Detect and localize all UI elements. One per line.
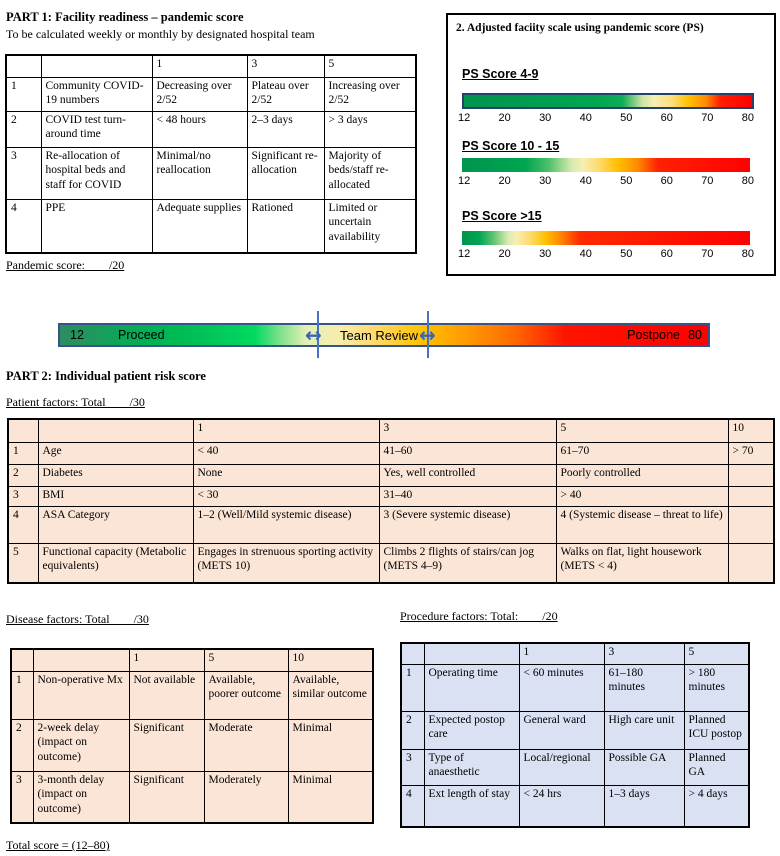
gradient-scale-4-9 — [462, 93, 754, 109]
table-cell: BMI — [38, 486, 193, 506]
table-row — [401, 749, 749, 785]
table-cell: Community COVID-19 numbers — [41, 77, 152, 111]
table-row — [11, 719, 373, 771]
table-cell: 10 — [288, 649, 373, 671]
table-cell: 1 — [11, 671, 33, 719]
table-cell: Decreasing over 2/52 — [152, 77, 247, 111]
table-row — [6, 199, 416, 253]
table-cell: 1 — [152, 55, 247, 77]
table-cell: Moderately — [204, 771, 288, 823]
table-cell: Operating time — [424, 664, 519, 711]
table-cell: 10 — [728, 419, 774, 442]
table-header-row — [11, 649, 373, 671]
double-arrow-icon: ↔ — [305, 323, 322, 347]
table-row — [11, 771, 373, 823]
patient-factors-total-line: Patient factors: Total /30 — [6, 395, 145, 409]
table-cell: Increasing over 2/52 — [324, 77, 416, 111]
table-cell — [8, 419, 38, 442]
table-cell: Not available — [129, 671, 204, 719]
part1-title: PART 1: Facility readiness – pandemic score — [6, 10, 244, 24]
table-cell: < 24 hrs — [519, 785, 604, 827]
table-cell: 1 — [519, 643, 604, 664]
table-cell: 1 — [6, 77, 41, 111]
table-cell: 3 — [247, 55, 324, 77]
table-cell: 1 — [129, 649, 204, 671]
table-row — [8, 442, 774, 464]
tick-label: 80 — [741, 175, 754, 187]
table-cell: 3 (Severe systemic disease) — [379, 506, 556, 543]
table-cell: High care unit — [604, 711, 684, 749]
table-cell: 61–180 minutes — [604, 664, 684, 711]
scale-ticks — [458, 175, 754, 187]
table-cell: 3 — [6, 147, 41, 199]
table-cell: Available, poorer outcome — [204, 671, 288, 719]
table-cell: COVID test turn-around time — [41, 111, 152, 147]
table-cell: Diabetes — [38, 464, 193, 486]
table-cell: 2 — [6, 111, 41, 147]
table-cell: Re-allocation of hospital beds and staff for COVID — [41, 147, 152, 199]
tick-label: 30 — [539, 175, 552, 187]
ps-score-gt15-heading: PS Score >15 — [462, 209, 542, 223]
table-row — [6, 111, 416, 147]
table-cell: 2-week delay (impact on outcome) — [33, 719, 129, 771]
table-cell: Planned GA — [684, 749, 749, 785]
tick-label: 70 — [701, 248, 714, 260]
table-cell: Majority of beds/staff re-allocated — [324, 147, 416, 199]
table-cell: 5 — [8, 543, 38, 583]
table-cell: Engages in strenuous sporting activity (METS 10) — [193, 543, 379, 583]
table-cell: 1–2 (Well/Mild systemic disease) — [193, 506, 379, 543]
table-cell: 3 — [401, 749, 424, 785]
tick-label: 60 — [660, 112, 673, 124]
table-cell: 3 — [8, 486, 38, 506]
tick-label: 30 — [539, 248, 552, 260]
table-cell: 3 — [379, 419, 556, 442]
table-cell: Available, similar outcome — [288, 671, 373, 719]
table-cell: Minimal — [288, 771, 373, 823]
table-row — [401, 664, 749, 711]
table-cell: 1 — [401, 664, 424, 711]
table-header-row — [6, 55, 416, 77]
facility-readiness-table — [5, 54, 417, 254]
table-cell — [33, 649, 129, 671]
table-cell: Non-operative Mx — [33, 671, 129, 719]
table-cell: 3 — [11, 771, 33, 823]
scale-max-value: 80 — [688, 328, 702, 342]
table-row — [401, 785, 749, 827]
table-cell: None — [193, 464, 379, 486]
part1-subtitle: To be calculated weekly or monthly by designated hospital team — [6, 27, 315, 41]
table-row — [8, 486, 774, 506]
table-header-row — [8, 419, 774, 442]
patient-factors-table — [7, 418, 775, 584]
ps-score-10-15-heading: PS Score 10 - 15 — [462, 139, 560, 153]
gradient-scale-gt15 — [462, 231, 750, 245]
table-cell: Plateau over 2/52 — [247, 77, 324, 111]
tick-label: 50 — [620, 175, 633, 187]
table-cell: > 3 days — [324, 111, 416, 147]
table-cell: Significant — [129, 719, 204, 771]
tick-label: 60 — [660, 248, 673, 260]
tick-label: 40 — [579, 175, 592, 187]
table-row — [6, 147, 416, 199]
double-arrow-icon: ↔ — [419, 323, 436, 347]
table-cell — [728, 464, 774, 486]
table-cell: 1–3 days — [604, 785, 684, 827]
pandemic-score-line: Pandemic score: /20 — [6, 258, 125, 272]
table-cell: Expected postop care — [424, 711, 519, 749]
table-cell: ASA Category — [38, 506, 193, 543]
table-cell: Limited or uncertain availability — [324, 199, 416, 253]
tick-label: 40 — [579, 248, 592, 260]
tick-label: 60 — [660, 175, 673, 187]
tick-label: 80 — [741, 248, 754, 260]
table-cell: 5 — [556, 419, 728, 442]
table-cell: 4 — [6, 199, 41, 253]
disease-factors-table — [10, 648, 374, 824]
table-cell: > 4 days — [684, 785, 749, 827]
table-cell: > 180 minutes — [684, 664, 749, 711]
table-cell: 3 — [604, 643, 684, 664]
table-cell: Ext length of stay — [424, 785, 519, 827]
decision-scale-bar — [58, 323, 710, 347]
table-cell: 4 — [401, 785, 424, 827]
ps-score-4-9-heading: PS Score 4-9 — [462, 67, 539, 81]
table-cell: Rationed — [247, 199, 324, 253]
table-cell: 2 — [8, 464, 38, 486]
table-cell — [728, 506, 774, 543]
total-score-line: Total score = (12–80) — [6, 838, 110, 852]
table-cell: 5 — [204, 649, 288, 671]
tick-label: 12 — [458, 112, 471, 124]
table-cell: Yes, well controlled — [379, 464, 556, 486]
proceed-label: Proceed — [118, 328, 165, 342]
table-cell: Adequate supplies — [152, 199, 247, 253]
table-cell: Planned ICU postop — [684, 711, 749, 749]
table-cell: > 40 — [556, 486, 728, 506]
table-row — [8, 464, 774, 486]
postpone-label: Postpone — [627, 328, 680, 342]
disease-factors-total-line: Disease factors: Total /30 — [6, 612, 149, 626]
table-cell: 4 — [8, 506, 38, 543]
table-cell — [424, 643, 519, 664]
scale-ticks — [458, 248, 754, 260]
table-cell — [728, 486, 774, 506]
table-cell: PPE — [41, 199, 152, 253]
table-cell: Type of anaesthetic — [424, 749, 519, 785]
procedure-factors-table — [400, 642, 750, 828]
table-row — [8, 506, 774, 543]
tick-label: 20 — [498, 112, 511, 124]
table-cell — [6, 55, 41, 77]
table-cell: 2–3 days — [247, 111, 324, 147]
procedure-factors-total-line: Procedure factors: Total: /20 — [400, 609, 558, 623]
tick-label: 40 — [579, 112, 592, 124]
table-cell: Moderate — [204, 719, 288, 771]
table-row — [11, 671, 373, 719]
table-cell: Functional capacity (Metabolic equivalents) — [38, 543, 193, 583]
table-cell: 2 — [401, 711, 424, 749]
part2-title: PART 2: Individual patient risk score — [6, 369, 206, 383]
tick-label: 20 — [498, 175, 511, 187]
table-cell: < 48 hours — [152, 111, 247, 147]
table-cell: 4 (Systemic disease – threat to life) — [556, 506, 728, 543]
table-cell: 1 — [8, 442, 38, 464]
scale-min-value: 12 — [70, 328, 84, 342]
table-cell — [41, 55, 152, 77]
team-review-label: Team Review — [340, 327, 419, 343]
table-cell: > 70 — [728, 442, 774, 464]
tick-label: 50 — [620, 248, 633, 260]
table-cell: General ward — [519, 711, 604, 749]
tick-label: 50 — [620, 112, 633, 124]
table-cell: Significant — [129, 771, 204, 823]
table-cell: < 40 — [193, 442, 379, 464]
table-cell — [38, 419, 193, 442]
table-cell: < 60 minutes — [519, 664, 604, 711]
table-cell: 31–40 — [379, 486, 556, 506]
table-cell: Minimal — [288, 719, 373, 771]
table-cell: 5 — [684, 643, 749, 664]
table-cell: 2 — [11, 719, 33, 771]
table-cell: Possible GA — [604, 749, 684, 785]
table-cell: Local/regional — [519, 749, 604, 785]
scale-ticks — [458, 112, 754, 124]
table-cell: Age — [38, 442, 193, 464]
tick-label: 80 — [741, 112, 754, 124]
tick-label: 70 — [701, 175, 714, 187]
table-cell — [401, 643, 424, 664]
table-cell: < 30 — [193, 486, 379, 506]
table-cell: Walks on flat, light housework (METS < 4) — [556, 543, 728, 583]
table-cell: 5 — [324, 55, 416, 77]
adjusted-facility-scale-box — [446, 13, 776, 276]
table-cell: Poorly controlled — [556, 464, 728, 486]
tick-label: 12 — [458, 175, 471, 187]
table-cell: Climbs 2 flights of stairs/can jog (METS 4–9) — [379, 543, 556, 583]
table-header-row — [401, 643, 749, 664]
table-cell: Minimal/no reallocation — [152, 147, 247, 199]
table-cell: 41–60 — [379, 442, 556, 464]
table-cell — [11, 649, 33, 671]
tick-label: 70 — [701, 112, 714, 124]
scale-box-title: 2. Adjusted faciity scale using pandemic score (PS) — [456, 22, 704, 34]
table-cell: 1 — [193, 419, 379, 442]
tick-label: 12 — [458, 248, 471, 260]
table-cell: 61–70 — [556, 442, 728, 464]
tick-label: 20 — [498, 248, 511, 260]
table-row — [6, 77, 416, 111]
gradient-scale-10-15 — [462, 158, 750, 172]
tick-label: 30 — [539, 112, 552, 124]
table-cell: Significant re-allocation — [247, 147, 324, 199]
table-cell — [728, 543, 774, 583]
table-row — [401, 711, 749, 749]
table-row — [8, 543, 774, 583]
table-cell: 3-month delay (impact on outcome) — [33, 771, 129, 823]
